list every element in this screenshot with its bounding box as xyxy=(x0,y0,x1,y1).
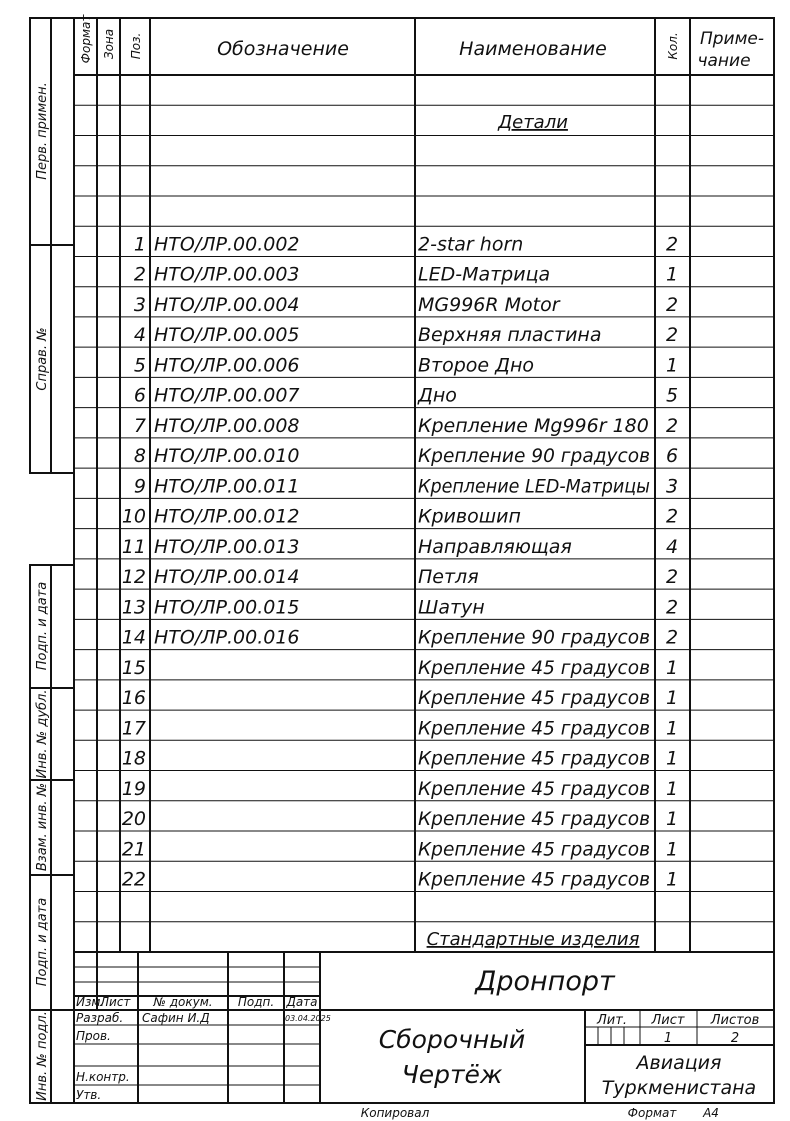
table-row xyxy=(134,445,678,467)
table-row xyxy=(122,687,678,709)
row-position: 10 xyxy=(121,505,146,528)
table-row xyxy=(122,778,678,800)
row-name: Крепление 45 градусов xyxy=(418,747,650,770)
table-row xyxy=(122,506,678,528)
header-quantity: Кол. xyxy=(666,32,680,60)
tb-developer: Сафин И.Д xyxy=(142,1011,210,1025)
footer-format-value: А4 xyxy=(703,1106,719,1120)
header-name: Наименование xyxy=(459,38,607,60)
title-block xyxy=(76,966,759,1102)
table-row xyxy=(134,415,678,437)
row-position: 2 xyxy=(133,263,146,286)
row-name: Петля xyxy=(418,566,479,589)
tb-doc-no: № докум. xyxy=(153,995,213,1009)
footer-copied: Копировал xyxy=(360,1106,430,1120)
row-quantity: 2 xyxy=(665,293,679,316)
tb-document-title: Дронпорт xyxy=(475,966,615,997)
table-row xyxy=(122,838,678,860)
row-quantity: 1 xyxy=(665,687,679,710)
row-quantity: 4 xyxy=(665,535,679,558)
row-quantity: 1 xyxy=(665,656,679,679)
tb-date: 03.04.2025 xyxy=(285,1014,331,1023)
row-name: Крепление LED-Матрицы xyxy=(418,475,650,498)
table-row xyxy=(134,324,678,346)
row-name: Крепление 45 градусов xyxy=(418,808,650,831)
row-designation: НТО/ЛР.00.005 xyxy=(154,324,300,347)
row-position: 19 xyxy=(121,777,146,800)
row-quantity: 6 xyxy=(665,445,679,468)
row-designation: НТО/ЛР.00.011 xyxy=(154,475,300,498)
row-designation: НТО/ЛР.00.008 xyxy=(154,414,300,437)
row-designation: НТО/ЛР.00.012 xyxy=(154,505,300,528)
table-grid xyxy=(30,18,774,1103)
footer-format-label: Формат xyxy=(627,1106,677,1120)
tb-lit-label: Лит. xyxy=(597,1013,627,1028)
row-name: LED-Матрица xyxy=(418,263,551,286)
row-quantity: 2 xyxy=(665,566,679,589)
table-row xyxy=(134,264,678,286)
row-quantity: 2 xyxy=(665,324,679,347)
tb-prov: Пров. xyxy=(76,1029,111,1043)
row-quantity: 1 xyxy=(665,747,679,770)
row-designation: НТО/ЛР.00.016 xyxy=(154,626,300,649)
row-name: Крепление 45 градусов xyxy=(418,687,650,710)
row-position: 21 xyxy=(121,838,146,861)
header-zone: Зона xyxy=(102,28,116,60)
row-position: 13 xyxy=(121,596,146,619)
table-row xyxy=(122,596,678,618)
table-row xyxy=(122,869,678,891)
row-name: Крепление 90 градусов xyxy=(418,445,650,468)
row-quantity: 2 xyxy=(665,505,679,528)
row-name: Шатун xyxy=(418,596,485,619)
row-position: 22 xyxy=(121,868,146,891)
row-position: 11 xyxy=(121,535,146,558)
side-label-vzam-inv: Взам. инв. № xyxy=(35,782,50,872)
row-quantity: 2 xyxy=(665,596,679,619)
header-position: Поз. xyxy=(129,32,143,60)
tb-razrab: Разраб. xyxy=(76,1011,124,1025)
side-label-perv-primen: Перв. примен. xyxy=(35,82,50,180)
side-label-podp-data-2: Подп. и дата xyxy=(35,897,50,987)
row-name: Крепление 45 градусов xyxy=(418,838,650,861)
row-position: 6 xyxy=(133,384,146,407)
row-position: 12 xyxy=(121,566,146,589)
tb-doc-type-line1: Сборочный xyxy=(378,1025,526,1054)
table-row xyxy=(122,808,678,830)
table-row xyxy=(134,475,678,497)
header-format: Формат xyxy=(79,14,93,64)
row-quantity: 1 xyxy=(665,838,679,861)
tb-sheets-value: 2 xyxy=(730,1031,740,1046)
row-name: Дно xyxy=(418,384,457,407)
row-quantity: 1 xyxy=(665,808,679,831)
row-quantity: 1 xyxy=(665,868,679,891)
row-designation: НТО/ЛР.00.010 xyxy=(154,445,300,468)
table-row xyxy=(122,536,678,558)
row-position: 5 xyxy=(133,354,146,377)
row-position: 15 xyxy=(121,656,146,679)
row-position: 9 xyxy=(133,475,146,498)
side-label-sprav-no: Справ. № xyxy=(35,327,50,391)
row-quantity: 5 xyxy=(665,384,679,407)
side-label-podp-data-1: Подп. и дата xyxy=(35,581,50,671)
row-designation: НТО/ЛР.00.015 xyxy=(154,596,300,619)
row-quantity: 1 xyxy=(665,354,679,377)
table-row xyxy=(122,566,678,588)
tb-sheet-label: Лист xyxy=(651,1013,685,1028)
header-designation: Обозначение xyxy=(217,38,349,60)
tb-organization-line2: Туркменистана xyxy=(601,1077,757,1099)
tb-utv: Утв. xyxy=(76,1088,102,1102)
table-row xyxy=(134,385,678,407)
row-quantity: 2 xyxy=(665,233,679,256)
row-quantity: 1 xyxy=(665,263,679,286)
tb-izm: Изм. xyxy=(76,995,105,1009)
table-row xyxy=(134,233,678,255)
row-position: 18 xyxy=(121,747,146,770)
row-designation: НТО/ЛР.00.004 xyxy=(154,293,300,316)
table-row xyxy=(122,748,678,770)
row-name: MG996R Motor xyxy=(418,293,560,316)
row-name: Крепление 45 градусов xyxy=(418,717,650,740)
side-label-inv-podl: Инв. № подл. xyxy=(35,1011,50,1101)
header-note-line2: чание xyxy=(697,51,751,71)
row-name: Крепление Mg996r 180 xyxy=(418,414,649,437)
row-designation: НТО/ЛР.00.002 xyxy=(154,233,300,256)
row-designation: НТО/ЛР.00.006 xyxy=(154,354,300,377)
row-designation: НТО/ЛР.00.007 xyxy=(154,384,300,407)
row-position: 20 xyxy=(121,808,146,831)
side-label-inv-dubl: Инв. № дубл. xyxy=(35,689,50,779)
table-row xyxy=(122,627,678,649)
row-name: Кривошип xyxy=(418,505,521,528)
table-row xyxy=(122,657,678,679)
row-name: Второе Дно xyxy=(418,354,535,377)
row-quantity: 2 xyxy=(665,414,679,437)
row-name: Направляющая xyxy=(418,535,572,558)
tb-nkontr: Н.контр. xyxy=(76,1070,130,1084)
row-quantity: 2 xyxy=(665,626,679,649)
table-row xyxy=(122,717,678,739)
row-position: 8 xyxy=(133,445,146,468)
tb-data: Дата xyxy=(286,995,318,1009)
row-quantity: 3 xyxy=(665,475,679,498)
section-standard-items: Стандартные изделия xyxy=(426,929,640,950)
table-row xyxy=(134,294,678,316)
tb-podp: Подп. xyxy=(237,995,275,1009)
tb-organization-line1: Авиация xyxy=(636,1052,722,1074)
row-name: 2-star horn xyxy=(418,233,524,256)
tb-doc-type-line2: Чертёж xyxy=(401,1060,503,1089)
section-details: Детали xyxy=(498,112,568,133)
row-quantity: 1 xyxy=(665,717,679,740)
row-quantity: 1 xyxy=(665,777,679,800)
tb-sheets-label: Листов xyxy=(710,1013,760,1028)
row-position: 4 xyxy=(133,324,146,347)
header-note-line1: Приме- xyxy=(699,29,765,49)
table-row xyxy=(134,354,678,376)
row-position: 7 xyxy=(133,414,146,437)
row-position: 17 xyxy=(121,717,146,740)
row-position: 3 xyxy=(133,293,146,316)
row-designation: НТО/ЛР.00.013 xyxy=(154,535,300,558)
row-designation: НТО/ЛР.00.003 xyxy=(154,263,300,286)
row-designation: НТО/ЛР.00.014 xyxy=(154,566,300,589)
row-name: Крепление 45 градусов xyxy=(418,656,650,679)
row-position: 1 xyxy=(133,233,146,256)
row-name: Крепление 90 градусов xyxy=(418,626,650,649)
row-position: 14 xyxy=(121,626,146,649)
row-name: Крепление 45 градусов xyxy=(418,777,650,800)
row-name: Верхняя пластина xyxy=(418,324,602,347)
row-position: 16 xyxy=(121,687,146,710)
spec-rows xyxy=(122,233,678,890)
row-name: Крепление 45 градусов xyxy=(418,868,650,891)
tb-list: Лист xyxy=(100,995,131,1009)
tb-sheet-value: 1 xyxy=(663,1031,673,1046)
